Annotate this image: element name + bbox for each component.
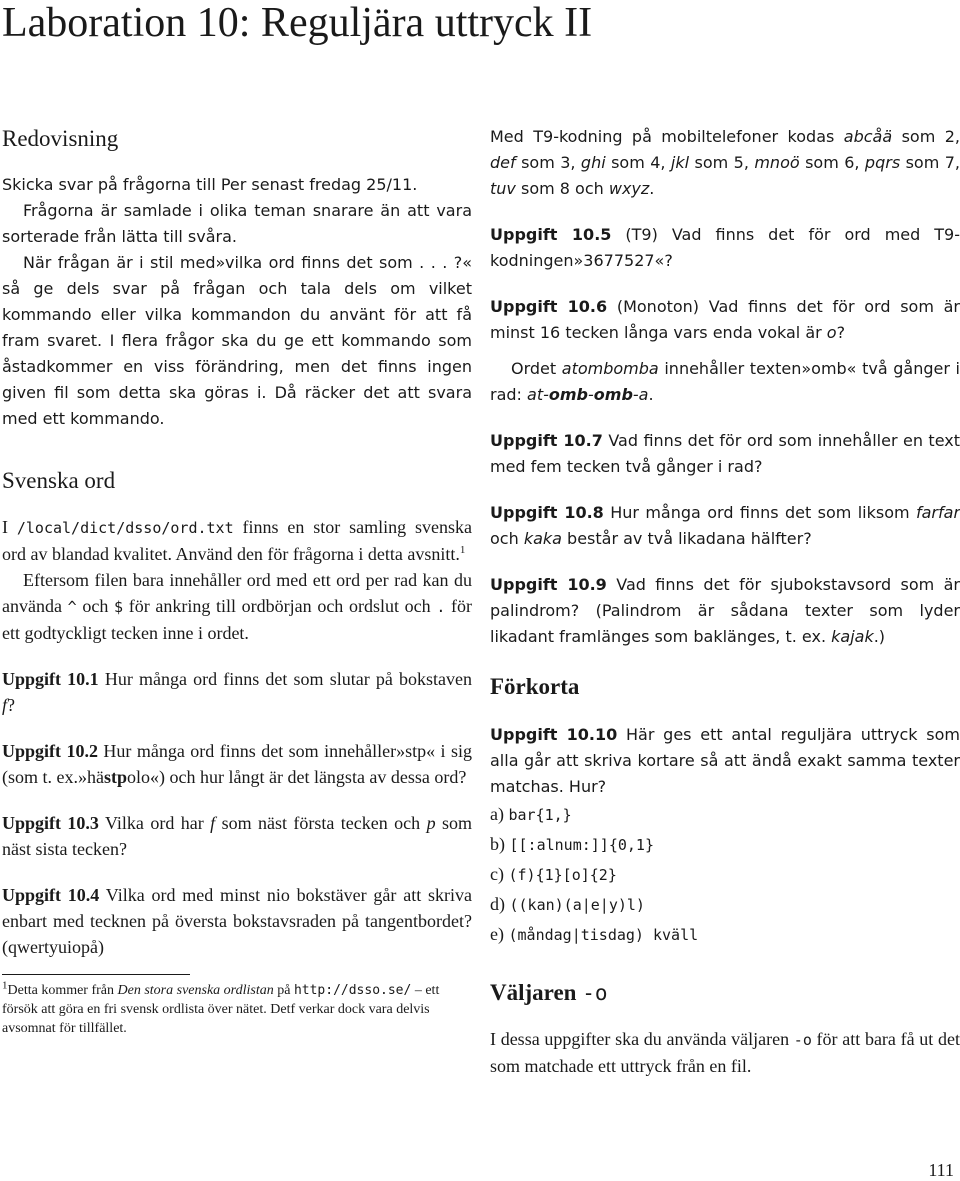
footnote-rule — [2, 974, 190, 975]
page-title: Laboration 10: Reguljära uttryck II — [2, 0, 593, 46]
svenska-ord-paragraph-1: I /local/dict/dsso/ord.txt finns en stor samling svenska ord av blandad kvalitet. Använd den för frågorna i detta avsnitt.$^1$ — [2, 517, 472, 564]
redovisning-paragraph-3: När frågan är i stil med»vilka ord finns det som . . . ?« så ge dels svar på frågan och tala dels om vilket kommando eller vilka kommandon du använt för att få fram svaret. I flera frågor ska du ge ett kommando som åstadkommer en viss förändring, men det finns ingen given fil som detta ska göras i. Då räcker det att svara med ett kommando. — [2, 253, 472, 428]
list-item: a) bar{1,} — [490, 804, 572, 824]
section-heading-redovisning: Redovisning — [2, 126, 119, 151]
list-item: d) ((kan)(a|e|y)l) — [490, 894, 645, 914]
uppgift-10-2: Uppgift 10.2 Hur många ord finns det som innehåller»stp« i sig (som t. ex.»hästpolo«) och hur långt är det längsta av dessa ord? — [2, 741, 472, 787]
uppgift-10-9: Uppgift 10.9 Vad finns det för sjubokstavsord som är palindrom? (Palindrom är sådana texter som lyder likadant framlänges som baklänges, t. ex. kajak.) — [490, 575, 960, 646]
uppgift-10-8: Uppgift 10.8 Hur många ord finns det som liksom farfar och kaka består av två likadana hälfter? — [490, 503, 960, 548]
uppgift-10-7: Uppgift 10.7 Vad finns det för ord som innehåller en text med fem tecken två gånger i rad? — [490, 431, 960, 476]
uppgift-10-10: Uppgift 10.10 Här ges ett antal reguljära uttryck som alla går att skriva kortare så att ändå exakt samma texter matchas. Hur? — [490, 725, 960, 796]
page-number: 111 — [928, 1160, 954, 1180]
left-column — [2, 124, 472, 1038]
section-heading-valjaren: Väljaren -o — [490, 980, 608, 1005]
t9-intro: Med T9-kodning på mobiltelefoner kodas abcåä som 2, def som 3, ghi som 4, jkl som 5, mnoö som 6, pqrs som 7, tuv som 8 och wxyz. — [490, 127, 960, 198]
regex-options-list — [490, 800, 960, 950]
uppgift-10-5: Uppgift 10.5 (T9) Vad finns det för ord med T9-kodningen»3677527«? — [490, 225, 960, 270]
redovisning-paragraph-1: Skicka svar på frågorna till Per senast fredag 25/11. — [2, 175, 418, 194]
right-column — [490, 124, 960, 1079]
section-heading-svenska-ord: Svenska ord — [2, 468, 116, 493]
uppgift-10-3: Uppgift 10.3 Vilka ord har f som näst första tecken och p som näst sista tecken? — [2, 813, 472, 859]
list-item: c) (f){1}[o]{2} — [490, 864, 617, 884]
footnote: $^1$Detta kommer från Den stora svenska ordlistan på http://dsso.se/ – ett försök att göra en fri svensk ordlista över nätet. Detf verkar dock vara delvis avsomnat för tillfället. — [2, 979, 440, 1036]
list-item: b) [[:alnum:]]{0,1} — [490, 834, 654, 854]
list-item: e) (måndag|tisdag) kväll — [490, 924, 699, 944]
valjaren-paragraph: I dessa uppgifter ska du använda väljaren -o för att bara få ut det som matchade ett uttryck från en fil. — [490, 1029, 960, 1076]
atombomba-example: Ordet atombomba innehåller texten»omb« två gånger i rad: at-omb-omb-a. — [490, 359, 960, 404]
dictionary-path: /local/dict/dsso/ord.txt — [16, 519, 234, 537]
footnote-mark: 1 — [459, 544, 466, 556]
uppgift-10-4: Uppgift 10.4 Vilka ord med minst nio bokstäver går att skriva enbart med tecknen på översta bokstavsraden på tangentbordet? (qwertyuiopå) — [2, 885, 472, 957]
redovisning-paragraph-2: Frågorna är samlade i olika teman snarare än att vara sorterade från lätta till svåra. — [2, 201, 472, 246]
section-heading-forkorta: Förkorta — [490, 674, 580, 699]
svenska-ord-paragraph-2: Eftersom filen bara innehåller ord med ett ord per rad kan du använda ^ och $ för ankring till ordbörjan och ordslut och . för ett godtyckligt tecken inne i ordet. — [2, 570, 472, 643]
uppgift-10-1: Uppgift 10.1 Hur många ord finns det som slutar på bokstaven f? — [2, 669, 472, 715]
uppgift-10-6: Uppgift 10.6 (Monoton) Vad finns det för ord som är minst 16 tecken långa vars enda vokal är o? — [490, 297, 960, 342]
